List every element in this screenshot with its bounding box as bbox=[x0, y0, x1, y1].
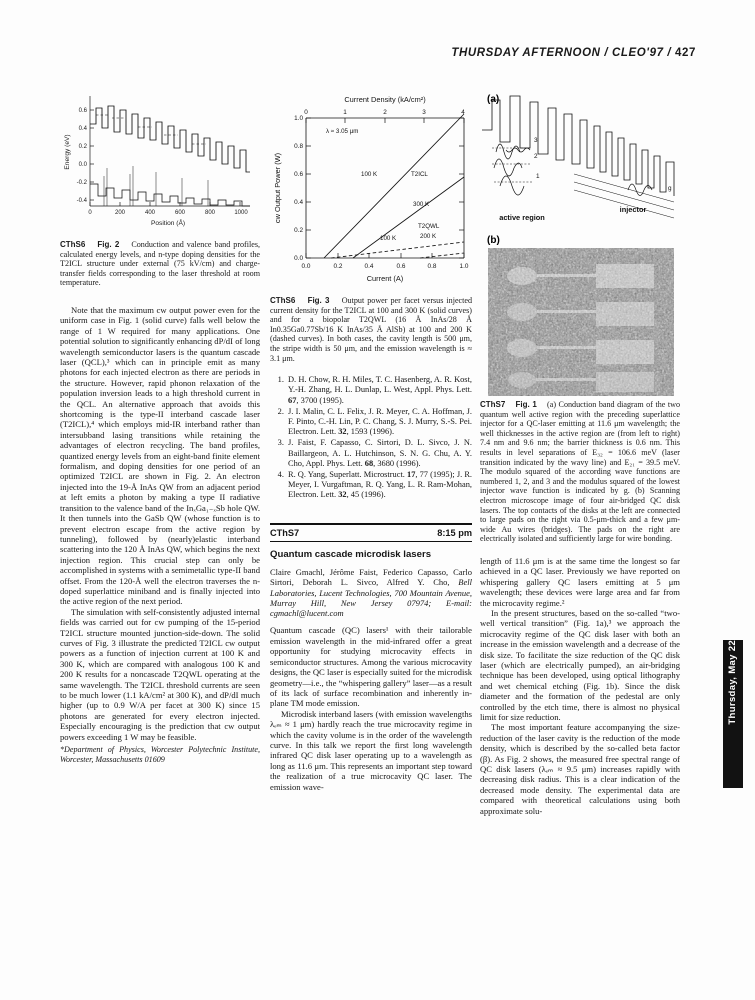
svg-text:0.0: 0.0 bbox=[78, 162, 87, 168]
abstract-authors bbox=[270, 567, 472, 618]
abstract-title: Quantum cascade microdisk lasers bbox=[270, 549, 432, 560]
abstract-time: 8:15 pm bbox=[437, 527, 472, 538]
svg-text:0.6: 0.6 bbox=[396, 263, 406, 270]
svg-text:Current (A): Current (A) bbox=[366, 274, 404, 283]
svg-text:3: 3 bbox=[534, 137, 538, 144]
left-paragraph-2: The simulation with self-consistently adjusted internal fields was carried out for cw pumping of the 15-period T2ICL structure mounted junction-side-down. The solid curves of Fig. 3 illustrate the predicted T2ICL cw output powers as a function of injection current at 100 K and 300 K, which are compared with analogous 100 K and 200 K results for a noncascade T2QWL operating at the same wavelength. The T2ICL threshold currents are seen to be much lower (1.1 kA/cm² at 300 K), and dP/dI much higher (up to 0.9 W/A per facet at 300 K) since 15 photons are generated for every electron injected. Especially encouraging is the prediction that cw output powers exceeding 1 W may be feasible. bbox=[60, 606, 260, 742]
page-number: 427 bbox=[675, 47, 696, 59]
figure-1-session-label: CThS7 bbox=[480, 400, 506, 409]
svg-text:1.0: 1.0 bbox=[294, 115, 303, 122]
sem-image-content bbox=[488, 248, 674, 396]
reference-item: 2. J. I. Malin, C. L. Felix, J. R. Meyer, C. A. Hoffman, J. F. Pinto, C.-H. Lin, P. C. Chang, S. J. Murry, S.-S. Pei. Electron. Lett. 32, 1593 (1996). bbox=[286, 407, 472, 438]
svg-text:-0.2: -0.2 bbox=[76, 180, 87, 186]
reference-item: 4. R. Q. Yang, Superlatt. Microstruct. 17, 77 (1995); J. R. Meyer, I. Vurgaftman, R. Q. Yang, L. R. Ram-Mohan, Electron. Lett. 32, 45 (1996). bbox=[286, 470, 472, 501]
figure-3-session-label: CThS6 bbox=[270, 296, 296, 305]
svg-text:cw Output Power (W): cw Output Power (W) bbox=[273, 152, 282, 224]
svg-text:1.0: 1.0 bbox=[459, 263, 469, 270]
mid-abstract-paragraph-2: Microdisk interband lasers (with emission wavelengths λₑₘ ≈ 1 μm) hardly reach the true microcavity regime in which the cavity volume is in the order of the wavelength curve. In this talk we report the first long wavelength infrared QC disk laser operating up to a wavelength as long as 11.6 μm. This represents an important step toward the realization of a true microcavity QC laser. The emission wave- bbox=[270, 708, 472, 792]
figure-3-caption bbox=[270, 296, 472, 363]
svg-text:100 K: 100 K bbox=[361, 171, 378, 178]
figure-1-caption bbox=[480, 400, 680, 544]
svg-text:active region: active region bbox=[499, 213, 545, 222]
author-names: Claire Gmachl, Jérôme Faist, Federico Capasso, Carlo Sirtori, Deborah L. Sivco, Alfred Y. Cho, bbox=[270, 567, 472, 588]
svg-text:Position (Å): Position (Å) bbox=[150, 220, 186, 227]
running-head-text: THURSDAY AFTERNOON / CLEO'97 / bbox=[451, 47, 672, 59]
svg-text:2: 2 bbox=[534, 153, 538, 160]
left-column bbox=[60, 240, 260, 764]
svg-text:1: 1 bbox=[536, 173, 540, 180]
figure-1-caption-text: (a) Conduction band diagram of the two quantum well active region with the preceding superlattice injector for a QC-laser emitting at 11.6 μm wavelength; the well thicknesses in the active region are (from left to right) 7.4 nm and 9.6 nm; the barrier thickness is 0.6 nm. This results in level separations of E₃₂ = 106.6 meV (laser transition indicated by the wavy line) and E₂₁ = 39.5 meV. The modulo squared of the according wave functions are numbered 1, 2, and 3 and the modulus squared of the lowest injector wave function is indicated by g. (b) Scanning electron microscope image of four air-bridged QC disk lasers. The top contacts of the disks at the left are connected to large pads on the right via 0.5-μm-thick and a few μm-wide Au wires (bridges). The pads on the right are electrically isolated and sufficiently large for wire bonding. bbox=[480, 400, 681, 544]
svg-text:600: 600 bbox=[174, 210, 186, 216]
figure-3-svg bbox=[268, 88, 474, 288]
right-column bbox=[480, 400, 680, 816]
abstract-rule-bottom bbox=[270, 541, 472, 542]
svg-text:0.0: 0.0 bbox=[294, 255, 303, 262]
svg-text:0.2: 0.2 bbox=[78, 144, 87, 150]
figure-1-number: Fig. 1 bbox=[515, 400, 537, 409]
abstract-session-id: CThS7 bbox=[270, 527, 300, 538]
left-footnote: *Department of Physics, Worcester Polytechnic Institute, Worcester, Massachusetts 01609 bbox=[60, 745, 260, 764]
svg-text:0: 0 bbox=[304, 109, 308, 116]
svg-text:Energy (eV): Energy (eV) bbox=[64, 134, 71, 170]
figure-1-panel-b-label: (b) bbox=[487, 235, 500, 246]
figure-2-svg bbox=[60, 88, 260, 236]
figure-2-session-label: CThS6 bbox=[60, 240, 86, 249]
svg-text:-0.4: -0.4 bbox=[76, 198, 87, 204]
running-head bbox=[60, 47, 696, 59]
svg-text:0.6: 0.6 bbox=[78, 108, 87, 114]
reference-item: 3. J. Faist, F. Capasso, C. Sirtori, D. L. Sivco, J. N. Baillargeon, A. L. Hutchinson, S. N. G. Chu, A. Y. Cho, Appl. Phys. Lett. 68, 3680 (1996). bbox=[286, 438, 472, 469]
svg-text:injector: injector bbox=[619, 205, 647, 214]
svg-text:T2QWL: T2QWL bbox=[418, 223, 440, 230]
figure-1a-band-diagram bbox=[478, 90, 680, 242]
svg-text:0.4: 0.4 bbox=[78, 126, 87, 132]
svg-text:0.2: 0.2 bbox=[333, 263, 343, 270]
svg-text:3: 3 bbox=[422, 109, 426, 116]
left-paragraph-1: Note that the maximum cw output power even for the uniform case in Fig. 1 (solid curve) falls well below the range of 1 W required for many applications. One potential solution to significantly enhancing dP/dI of long wavelength semiconductor lasers is the quantum cascade laser (QCL),³ which can in principle emit as many photons for each injected electron as there are periods in the structure. However, rapid phonon relaxation of the population inversion leads to a high threshold current in the QCL. An alternative approach that avoids this shortcoming is the type-II interband cascade laser (T2ICL),⁴ which employs mid-IR interband rather than intersubband lasing transitions while retaining the advantages of electron recycling. The band profiles, quantized energy levels from an eight-band finite element formalism, and doping densities for one period of an optimized T2ICL are shown in Fig. 2. An electron injected into the 19-Å InAs QW from an adjacent period at left emits a photon by making a type II radiative transition to the valence band of the InₓGa₁₋ₓSb hole QW. It then tunnels into the GaSb QW (whose function is to prevent electron escape from the active region by tunneling), followed by (nearly)elastic interband scattering into the 120 Å InAs QW, which begins the next injection region. This crucial step can only be accomplished in systems with a semimetallic type-II band offset. From the 120-Å well the electron traverses the n-doped superlattice miniband and is finally injected into the active region of the next period. bbox=[60, 304, 260, 607]
right-paragraph-2: In the present structures, based on the so-called “two-well vertical transition” (Fig. 1a),³ we approach the microcavity regime of the QC disk laser with both an increase in the emission wavelength and a decrease of the disk size. To facilitate the size reduction of the QC disk laser (which are electrically pumped), an air-bridging technique has been developed, using optical lithography and wet chemical etching (Fig. 1b). Since the disk diameter and the formation of the pedestal are only controlled by the etch time, there is almost no physical limit for size reduction. bbox=[480, 607, 680, 722]
svg-text:300 K: 300 K bbox=[413, 201, 430, 208]
svg-text:0.6: 0.6 bbox=[294, 171, 303, 178]
figure-2-caption-text: Conduction and valence band profiles, calculated energy levels, and n-type doping densities for the T2ICL structure under external (75 kV/cm) and charge-transfer fields corresponding to the laser threshold at room temperature. bbox=[60, 240, 261, 288]
svg-text:0.0: 0.0 bbox=[301, 263, 311, 270]
reference-list bbox=[270, 375, 472, 500]
svg-text:200 K: 200 K bbox=[420, 233, 437, 240]
svg-text:0.2: 0.2 bbox=[294, 227, 303, 234]
mid-abstract-paragraph-1: Quantum cascade (QC) lasers¹ with their tailorable emission wavelength in the mid-infrared offer a great opportunity for studying microcavity effects in semiconductor structures. Among the various microcavity designs, the QC laser is especially suited for the microdisk geometry—i.e., the “whispering gallery” laser—as a result of its lack of surface recombination and inherently in-plane TM mode emission. bbox=[270, 625, 472, 709]
figure-3-number: Fig. 3 bbox=[307, 296, 330, 305]
mid-column bbox=[270, 296, 472, 792]
abstract-header bbox=[270, 525, 472, 541]
svg-text:λ ≈ 3.05 μm: λ ≈ 3.05 μm bbox=[326, 128, 359, 135]
figure-2-number: Fig. 2 bbox=[97, 240, 120, 249]
thumb-tab-label: Thursday, May 22 bbox=[727, 640, 738, 725]
svg-text:800: 800 bbox=[204, 210, 216, 216]
figure-1a-svg bbox=[478, 90, 680, 242]
reference-item: 1. D. H. Chow, R. H. Miles, T. C. Hasenberg, A. R. Kost, Y.-H. Zhang, H. L. Dunlap, L. West, Appl. Phys. Lett. 67, 3700 (1995). bbox=[286, 375, 472, 406]
svg-text:1000: 1000 bbox=[234, 210, 248, 216]
figure-3-caption-text: Output power per facet versus injected current density for the T2ICL at 100 and 300 K (solid curves) and for a biopolar T2QWL (16 Å InAs/28 Å In0.35Ga0.77Sb/16 K InAs/35 Å AlSb) at 100 and 200 K (dashed curves). In both cases, the cavity length is 500 μm, the stripe width is 50 μm, and the emission wavelength is ≈ 3.1 μm. bbox=[270, 296, 473, 363]
thumb-tab-day bbox=[723, 640, 743, 788]
figure-2-band-profiles bbox=[60, 88, 260, 236]
svg-text:Current Density (kA/cm²): Current Density (kA/cm²) bbox=[344, 95, 426, 104]
svg-text:g: g bbox=[668, 185, 672, 192]
svg-text:2: 2 bbox=[383, 109, 387, 116]
svg-text:400: 400 bbox=[144, 210, 156, 216]
right-paragraph-1: length of 11.6 μm is at the same time the longest so far achieved in a QC laser. Previously we have reported on whispering gallery QC lasers emitting at 5 μm wavelength; these devices were large area and far from the microcavity regime.² bbox=[480, 555, 680, 608]
svg-text:200: 200 bbox=[114, 210, 126, 216]
svg-text:0.8: 0.8 bbox=[427, 263, 437, 270]
right-paragraph-3: The most important feature accompanying the size-reduction of the laser cavity is the reduction of the mode density, which is described by the so-called beta factor (β). As Fig. 2 shows, the measured free spectral range of QC disk lasers (λₑₘ ≈ 9.5 μm) increases rapidly with decreasing disk radius. This is a clear indication of the decreased mode density. The experimental data are compared with theoretical calculations using both approximate solu- bbox=[480, 722, 680, 816]
figure-2-caption bbox=[60, 240, 260, 288]
figure-1-panel-a-label: (a) bbox=[487, 94, 500, 105]
svg-text:100 K: 100 K bbox=[380, 235, 397, 242]
svg-text:0.4: 0.4 bbox=[294, 199, 303, 206]
svg-text:T2ICL: T2ICL bbox=[411, 171, 428, 178]
svg-text:0.4: 0.4 bbox=[364, 263, 374, 270]
svg-text:0.8: 0.8 bbox=[294, 143, 303, 150]
svg-text:0: 0 bbox=[88, 210, 92, 216]
figure-3-output-power bbox=[268, 88, 474, 288]
svg-text:4: 4 bbox=[461, 109, 465, 116]
author-affiliation: Bell Laboratories, Lucent Technologies, 700 Mountain Avenue, Murray Hill, New Jersey 07974; E-mail: cgmachl@lucent.com bbox=[270, 577, 472, 619]
figure-1b-sem-image bbox=[488, 248, 674, 396]
svg-text:1: 1 bbox=[343, 109, 347, 116]
